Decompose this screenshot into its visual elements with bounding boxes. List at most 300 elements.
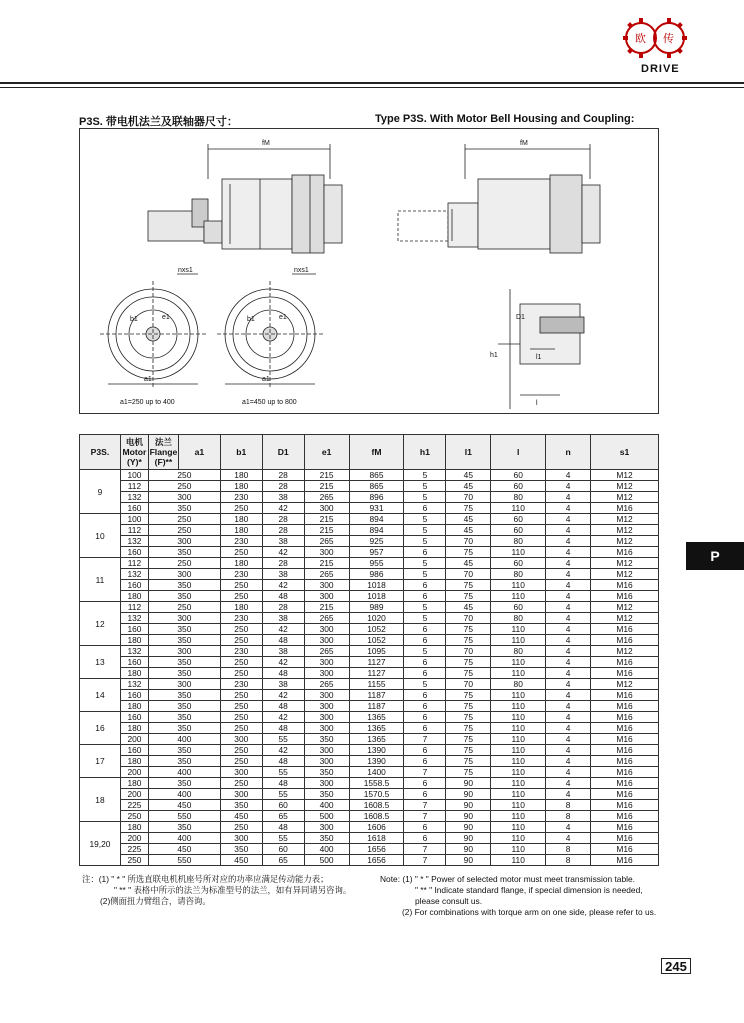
table-cell: 4 [546, 635, 591, 646]
table-cell: 1570.5 [349, 789, 404, 800]
dimension-table [79, 434, 659, 866]
table-cell: 160 [120, 745, 148, 756]
table-cell: 38 [262, 536, 304, 547]
table-cell: 6 [404, 668, 446, 679]
table-cell: 48 [262, 723, 304, 734]
note-en-2: " ** " Indicate standard flange, if special dimension is needed, [415, 885, 643, 895]
table-cell: 931 [349, 503, 404, 514]
table-cell: 4 [546, 481, 591, 492]
table-cell: 300 [304, 745, 349, 756]
table-cell: M16 [591, 690, 659, 701]
table-cell: 300 [304, 624, 349, 635]
table-cell: 6 [404, 624, 446, 635]
table-row [80, 701, 659, 712]
table-cell: 80 [491, 536, 546, 547]
table-cell: 160 [120, 690, 148, 701]
table-row [80, 646, 659, 657]
table-row [80, 723, 659, 734]
table-cell: 6 [404, 756, 446, 767]
table-cell: 300 [304, 701, 349, 712]
table-cell: 110 [491, 591, 546, 602]
table-cell: 894 [349, 525, 404, 536]
table-cell: 112 [120, 525, 148, 536]
table-row [80, 844, 659, 855]
table-cell: 350 [148, 712, 220, 723]
table-cell: 6 [404, 580, 446, 591]
table-cell: 350 [148, 778, 220, 789]
table-cell: 250 [220, 503, 262, 514]
table-cell: 4 [546, 734, 591, 745]
table-row [80, 492, 659, 503]
table-cell: 300 [304, 635, 349, 646]
table-cell: 350 [304, 767, 349, 778]
table-cell: M16 [591, 844, 659, 855]
table-cell: 350 [304, 734, 349, 745]
table-cell: 4 [546, 569, 591, 580]
table-cell: 989 [349, 602, 404, 613]
table-cell: M16 [591, 657, 659, 668]
column-header: b1 [220, 435, 262, 470]
table-cell: 1656 [349, 844, 404, 855]
table-cell: 70 [446, 679, 491, 690]
table-cell: M16 [591, 701, 659, 712]
table-cell: 45 [446, 558, 491, 569]
table-cell: M16 [591, 668, 659, 679]
note-cn-1: 注：(1) " * " 所选直联电机机座号所对应的功率应满足传动能力表； [82, 874, 329, 884]
table-cell: 180 [120, 635, 148, 646]
table-cell: 400 [304, 800, 349, 811]
table-cell: 5 [404, 569, 446, 580]
table-cell: 180 [120, 723, 148, 734]
table-cell: 215 [304, 602, 349, 613]
table-cell: 110 [491, 701, 546, 712]
table-cell: 90 [446, 833, 491, 844]
table-cell: 350 [148, 723, 220, 734]
note-cn-3: (2)侧面扭力臂组合，请咨询。 [100, 896, 211, 906]
table-row [80, 580, 659, 591]
table-cell: 75 [446, 745, 491, 756]
table-cell: 48 [262, 701, 304, 712]
table-cell: 180 [120, 756, 148, 767]
column-header: a1 [178, 435, 220, 470]
table-cell: 1187 [349, 701, 404, 712]
dim-e1-left: e1 [162, 314, 170, 321]
table-cell: 1020 [349, 613, 404, 624]
table-cell: 350 [148, 657, 220, 668]
table-cell: 265 [304, 646, 349, 657]
table-cell: 110 [491, 547, 546, 558]
table-cell: 250 [220, 657, 262, 668]
table-cell: 350 [148, 624, 220, 635]
table-cell: 45 [446, 481, 491, 492]
table-cell: 75 [446, 756, 491, 767]
table-cell: M12 [591, 646, 659, 657]
table-cell: 110 [491, 800, 546, 811]
table-cell: 75 [446, 690, 491, 701]
table-cell: 75 [446, 657, 491, 668]
technical-drawing [79, 128, 659, 414]
table-cell: 350 [148, 822, 220, 833]
table-cell: M16 [591, 778, 659, 789]
table-cell: 1606 [349, 822, 404, 833]
table-cell: M16 [591, 580, 659, 591]
table-cell: 6 [404, 591, 446, 602]
table-cell: M12 [591, 470, 659, 481]
size-cell: 16 [80, 712, 121, 745]
table-cell: 250 [220, 635, 262, 646]
caption-mid: a1=450 up to 800 [242, 399, 297, 406]
table-cell: 110 [491, 624, 546, 635]
table-cell: 4 [546, 525, 591, 536]
table-cell: 7 [404, 734, 446, 745]
table-cell: 28 [262, 525, 304, 536]
table-cell: 300 [304, 756, 349, 767]
table-cell: 60 [491, 558, 546, 569]
column-header: 电机 Motor (Y)* [120, 435, 148, 470]
table-cell: 4 [546, 690, 591, 701]
table-cell: 7 [404, 855, 446, 866]
table-cell: 1018 [349, 591, 404, 602]
table-cell: 215 [304, 525, 349, 536]
table-cell: 6 [404, 635, 446, 646]
table-cell: 7 [404, 844, 446, 855]
table-cell: 300 [304, 712, 349, 723]
page-number: 245 [661, 958, 691, 974]
table-cell: 4 [546, 536, 591, 547]
table-cell: 250 [220, 690, 262, 701]
drawing-svg [80, 129, 658, 413]
table-cell: M12 [591, 602, 659, 613]
table-cell: 42 [262, 580, 304, 591]
dim-b1-mid: b1 [247, 316, 255, 323]
table-cell: 65 [262, 811, 304, 822]
table-cell: 180 [120, 778, 148, 789]
dim-h1: h1 [490, 352, 498, 359]
table-cell: 300 [148, 536, 220, 547]
table-cell: 65 [262, 855, 304, 866]
table-cell: 80 [491, 646, 546, 657]
table-cell: M16 [591, 800, 659, 811]
table-cell: 38 [262, 679, 304, 690]
table-cell: 865 [349, 470, 404, 481]
table-cell: 4 [546, 580, 591, 591]
table-cell: M12 [591, 558, 659, 569]
table-row [80, 800, 659, 811]
table-cell: M12 [591, 679, 659, 690]
table-cell: 75 [446, 580, 491, 591]
table-cell: 4 [546, 602, 591, 613]
table-cell: 5 [404, 481, 446, 492]
table-cell: 350 [148, 668, 220, 679]
table-cell: 225 [120, 844, 148, 855]
table-cell: 4 [546, 492, 591, 503]
table-cell: 180 [220, 558, 262, 569]
table-cell: 28 [262, 602, 304, 613]
table-cell: 450 [220, 811, 262, 822]
table-cell: 4 [546, 701, 591, 712]
table-cell: 6 [404, 723, 446, 734]
note-en-1: Note: (1) " * " Power of selected motor must meet transmission table. [380, 874, 635, 884]
table-cell: 265 [304, 569, 349, 580]
table-row [80, 613, 659, 624]
table-cell: 300 [304, 723, 349, 734]
table-cell: 4 [546, 778, 591, 789]
table-cell: 1390 [349, 756, 404, 767]
table-cell: 350 [148, 580, 220, 591]
table-cell: 250 [120, 855, 148, 866]
table-cell: 4 [546, 503, 591, 514]
table-cell: 7 [404, 800, 446, 811]
column-header: l1 [446, 435, 491, 470]
table-cell: M12 [591, 536, 659, 547]
table-cell: 55 [262, 734, 304, 745]
title-cn: P3S. 带电机法兰及联轴器尺寸： [79, 116, 238, 128]
table-cell: 250 [220, 547, 262, 558]
table-cell: 48 [262, 635, 304, 646]
logo-char-2: 传 [663, 32, 674, 45]
table-cell: 4 [546, 723, 591, 734]
table-cell: 45 [446, 514, 491, 525]
table-cell: 28 [262, 470, 304, 481]
table-cell: 300 [304, 591, 349, 602]
size-cell: 10 [80, 514, 121, 558]
table-row [80, 822, 659, 833]
table-cell: 110 [491, 745, 546, 756]
table-cell: 45 [446, 470, 491, 481]
logo-text: DRIVE [641, 63, 680, 75]
column-header: 法兰 Flange (F)** [148, 435, 178, 470]
table-cell: 90 [446, 844, 491, 855]
table-cell: 132 [120, 569, 148, 580]
table-row [80, 668, 659, 679]
table-cell: 132 [120, 613, 148, 624]
table-cell: 300 [148, 569, 220, 580]
dim-l1: l1 [536, 354, 542, 361]
table-cell: M16 [591, 811, 659, 822]
table-cell: 300 [220, 767, 262, 778]
table-cell: 60 [491, 470, 546, 481]
table-cell: 8 [546, 855, 591, 866]
table-cell: 112 [120, 558, 148, 569]
gear-logo-icon [615, 12, 695, 64]
table-cell: 300 [304, 822, 349, 833]
table-cell: 110 [491, 690, 546, 701]
table-cell: 300 [220, 734, 262, 745]
table-cell: 100 [120, 470, 148, 481]
dim-b1-left: b1 [130, 316, 138, 323]
table-cell: M12 [591, 492, 659, 503]
table-header-row [80, 435, 659, 470]
column-header: n [546, 435, 591, 470]
table-cell: 350 [220, 800, 262, 811]
table-cell: 48 [262, 778, 304, 789]
table-cell: 38 [262, 492, 304, 503]
table-cell: 6 [404, 547, 446, 558]
table-cell: 300 [304, 503, 349, 514]
table-row [80, 569, 659, 580]
table-row [80, 624, 659, 635]
table-cell: 6 [404, 789, 446, 800]
table-row [80, 690, 659, 701]
table-cell: 5 [404, 646, 446, 657]
table-cell: M12 [591, 613, 659, 624]
table-cell: 265 [304, 613, 349, 624]
table-cell: 350 [304, 789, 349, 800]
table-row [80, 635, 659, 646]
column-header: P3S. [80, 435, 121, 470]
table-cell: 1558.5 [349, 778, 404, 789]
table-cell: M16 [591, 833, 659, 844]
table-cell: 1127 [349, 668, 404, 679]
caption-left: a1=250 up to 400 [120, 399, 175, 406]
table-cell: 250 [148, 481, 220, 492]
table-cell: 400 [304, 844, 349, 855]
table-cell: M16 [591, 855, 659, 866]
table-cell: 230 [220, 613, 262, 624]
table-cell: 215 [304, 481, 349, 492]
notes-en [380, 874, 680, 918]
table-cell: 5 [404, 558, 446, 569]
note-en-3: please consult us. [415, 896, 483, 906]
table-cell: 1365 [349, 723, 404, 734]
table-cell: 8 [546, 800, 591, 811]
table-cell: 180 [120, 701, 148, 712]
table-cell: M16 [591, 734, 659, 745]
table-cell: 110 [491, 723, 546, 734]
table-cell: 1365 [349, 734, 404, 745]
table-cell: 300 [304, 547, 349, 558]
title-en: Type P3S. With Motor Bell Housing and Coupling: [375, 113, 635, 125]
table-cell: 350 [148, 503, 220, 514]
table-cell: 48 [262, 822, 304, 833]
table-cell: 160 [120, 657, 148, 668]
table-cell: M12 [591, 514, 659, 525]
table-cell: 55 [262, 767, 304, 778]
dim-a1-left: a1 [144, 376, 152, 383]
table-cell: 38 [262, 569, 304, 580]
table-row [80, 811, 659, 822]
table-cell: 6 [404, 778, 446, 789]
table-cell: 42 [262, 657, 304, 668]
table-cell: 110 [491, 822, 546, 833]
size-cell: 9 [80, 470, 121, 514]
table-cell: 5 [404, 525, 446, 536]
table-cell: 180 [120, 591, 148, 602]
table-cell: 230 [220, 492, 262, 503]
table-cell: 60 [262, 844, 304, 855]
table-cell: 250 [220, 778, 262, 789]
table-row [80, 657, 659, 668]
column-header: D1 [262, 435, 304, 470]
table-cell: 90 [446, 811, 491, 822]
table-cell: 110 [491, 811, 546, 822]
table-cell: 4 [546, 822, 591, 833]
table-cell: 6 [404, 657, 446, 668]
size-cell: 11 [80, 558, 121, 602]
table-cell: 5 [404, 470, 446, 481]
table-cell: 45 [446, 525, 491, 536]
table-cell: 7 [404, 811, 446, 822]
table-cell: 1390 [349, 745, 404, 756]
column-header: fM [349, 435, 404, 470]
table-cell: 110 [491, 756, 546, 767]
table-cell: M12 [591, 569, 659, 580]
column-header: l [491, 435, 546, 470]
table-cell: 250 [220, 712, 262, 723]
table-cell: 4 [546, 591, 591, 602]
table-cell: 180 [220, 481, 262, 492]
dim-l: l [536, 400, 538, 407]
table-cell: 4 [546, 679, 591, 690]
table-cell: 45 [446, 602, 491, 613]
size-cell: 14 [80, 679, 121, 712]
table-cell: 80 [491, 569, 546, 580]
table-cell: 230 [220, 569, 262, 580]
table-cell: M16 [591, 745, 659, 756]
table-cell: M16 [591, 789, 659, 800]
table-cell: 300 [220, 833, 262, 844]
table-cell: 250 [220, 580, 262, 591]
table-cell: 957 [349, 547, 404, 558]
table-cell: M16 [591, 756, 659, 767]
table-cell: 8 [546, 844, 591, 855]
header-rule-top [0, 82, 744, 84]
table-cell: 60 [491, 602, 546, 613]
table-cell: 925 [349, 536, 404, 547]
table-cell: 110 [491, 734, 546, 745]
table-cell: 350 [148, 690, 220, 701]
table-cell: 132 [120, 646, 148, 657]
dim-nxs1-mid: nxs1 [294, 267, 309, 274]
table-cell: 48 [262, 668, 304, 679]
table-cell: 55 [262, 833, 304, 844]
table-cell: 28 [262, 514, 304, 525]
table-cell: 112 [120, 481, 148, 492]
table-cell: 90 [446, 800, 491, 811]
table-cell: 70 [446, 536, 491, 547]
table-cell: 300 [148, 613, 220, 624]
table-cell: 75 [446, 734, 491, 745]
table-cell: 112 [120, 602, 148, 613]
table-cell: 4 [546, 624, 591, 635]
table-cell: 5 [404, 536, 446, 547]
table-cell: 550 [148, 811, 220, 822]
table-cell: 230 [220, 536, 262, 547]
table-row [80, 679, 659, 690]
table-cell: 110 [491, 580, 546, 591]
table-cell: 75 [446, 547, 491, 558]
table-cell: 250 [220, 701, 262, 712]
table-cell: 250 [148, 602, 220, 613]
column-header: e1 [304, 435, 349, 470]
table-cell: M16 [591, 624, 659, 635]
table-cell: 4 [546, 547, 591, 558]
table-cell: 350 [148, 756, 220, 767]
table-cell: 6 [404, 712, 446, 723]
table-row [80, 855, 659, 866]
table-cell: 300 [304, 690, 349, 701]
table-cell: 42 [262, 503, 304, 514]
size-cell: 12 [80, 602, 121, 646]
table-cell: 110 [491, 767, 546, 778]
table-cell: 450 [220, 855, 262, 866]
table-cell: 225 [120, 800, 148, 811]
table-cell: 4 [546, 558, 591, 569]
table-cell: 70 [446, 492, 491, 503]
table-cell: 4 [546, 745, 591, 756]
table-cell: 42 [262, 690, 304, 701]
table-cell: 180 [120, 822, 148, 833]
